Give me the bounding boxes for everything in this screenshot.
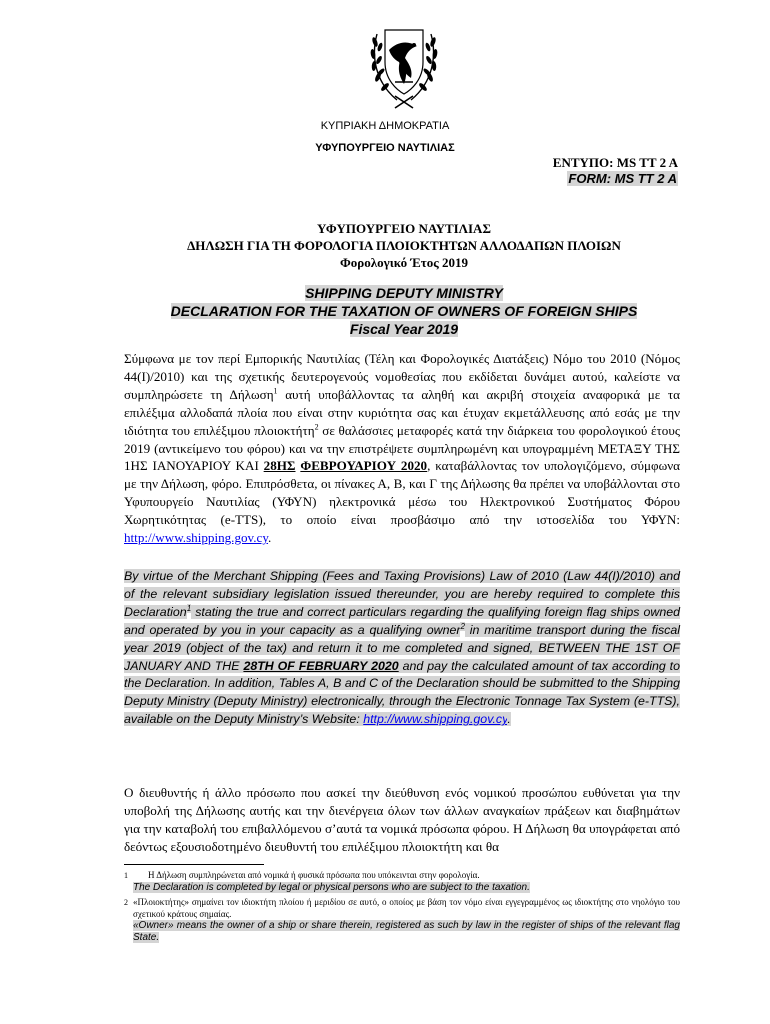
footnote-1-number: 1 (124, 871, 128, 880)
footnote-ref-2[interactable]: 2 (314, 422, 319, 432)
english-instructions-paragraph (124, 568, 680, 729)
greek-director-paragraph: Ο διευθυντής ή άλλο πρόσωπο που ασκεί την διεύθυνση ενός νομικού προσώπου ευθύνεται για την υποβολή της Δήλωσης αυτής και την διενέργεια όλων των άλλων αναγκαίων πράξεων και διαβημάτων για την καταβολή του επιβαλλόμενου σ’αυτά τα νομικά πρόσωπα φόρου. Η Δήλωση θα υπογράφεται από δεόντως εξουσιοδοτημένο διευθυντή του επιλέξιμου πλοιοκτήτη και θα (124, 785, 680, 854)
title-english-fiscal-year-text: Fiscal Year 2019 (349, 321, 459, 337)
footnote-ref-en-2[interactable]: 2 (460, 621, 465, 631)
footnote-2-greek: «Πλοιοκτήτης» σημαίνει τον ιδιοκτήτη πλοίου ή μεριδίου σε αυτό, ο οποίος με βάση τον νόμο είναι εγγεγραμμένος ως ιδιοκτήτης στο νηολόγιο του σχετικού κράτους σημαίας. (133, 897, 680, 919)
gr-text-3: σε θαλάσσιες μεταφορές κατά την διάρκεια του φορολογικού έτους 2019 (αντικείμενο του φόρου) και να την επιστρέψετε συμπληρωμένη και υπογραμμένη ΜΕΤΑΞΥ ΤΗΣ 1ΗΣ ΙΑΝΟΥΑΡΙΟΥ ΚΑΙ (124, 422, 681, 474)
en-text-4: and pay the calculated amount of tax according to the Declaration. In addition, Tables A, B and C of the Declaration should be submitted to the Shipping Deputy Ministry (Deputy Ministry) electronically, through the Electronic Tonnage Tax System (e-TTS), available on the Deputy Ministry’s Website: (124, 658, 681, 727)
deadline-greek-month: ΦΕΒΡΟΥΑΡΙΟΥ 2020 (300, 458, 428, 474)
title-english-ministry (0, 284, 770, 302)
ministry-label: ΥΦΥΠΟΥΡΓΕΙΟ ΝΑΥΤΙΛΙΑΣ (315, 142, 455, 154)
deadline-greek-day: 28ΗΣ (263, 458, 296, 474)
footnote-1 (124, 870, 680, 894)
coat-of-arms-emblem (367, 20, 441, 110)
footnote-2 (124, 897, 680, 944)
deadline-english: 28TH OF FEBRUARY 2020 (243, 658, 399, 673)
en-text-5: . (507, 712, 511, 727)
gr-text-4: , καταβάλλοντας τον υπολογιζόμενο, σύμφωνα με την Δήλωση, φόρο. Επιπρόσθετα, οι πίνακες Α, Β, και Γ της Δήλωσης θα πρέπει να υποβάλλονται στο Υφυπουργείο Ναυτιλίας (ΥΦΥΝ) ηλεκτρονικά μέσω του Ηλεκτρονικού Συστήματος Φόρου Χωρητικότητας (e-TTS), το οποίο είναι προσβάσιμο από την ιστοσελίδα του ΥΦΥΝ: (124, 458, 681, 528)
form-code-english: FORM: MS TT 2 A (568, 171, 677, 186)
republic-label: ΚΥΠΡΙΑΚΗ ΔΗΜΟΚΡΑΤΙΑ (320, 120, 450, 132)
title-english-fiscal-year (0, 320, 770, 338)
gr-text-2: αυτή υποβάλλοντας τα αληθή και ακριβή στοιχεία αναφορικά με τα επιλέξιμα αλλοδαπά πλοία που είναι στην κυριότητα σας και έτυχαν εκμετάλλευσης από εσάς με την ιδιότητα του επιλέξιμου πλοιοκτήτη (124, 386, 681, 438)
shipping-website-link-greek[interactable]: http://www.shipping.gov.cy (124, 530, 269, 546)
footnote-ref-en-1[interactable]: 1 (186, 603, 192, 613)
form-code-greek: ΕΝΤΥΠΟ: MS TT 2 A (552, 155, 678, 170)
title-greek-ministry: ΥΦΥΠΟΥΡΓΕΙΟ ΝΑΥΤΙΛΙΑΣ (317, 221, 491, 236)
title-greek-fiscal-year: Φορολογικό Έτος 2019 (340, 255, 468, 270)
greek-instructions-paragraph (124, 350, 680, 547)
en-text-2: stating the true and correct particulars regarding the qualifying foreign flag ships owned and operated by you in your capacity as a qualifying owner (124, 604, 680, 637)
footnote-1-greek: Η Δήλωση συμπληρώνεται από νομικά ή φυσικά πρόσωπα που υπόκεινται στην φορολογία. (148, 870, 480, 880)
footnote-2-number: 2 (124, 898, 128, 907)
title-english-declaration-text: DECLARATION FOR THE TAXATION OF OWNERS OF FOREIGN SHIPS (170, 303, 638, 319)
title-english-declaration (0, 302, 770, 320)
en-text-1: By virtue of the Merchant Shipping (Fees and Taxing Provisions) Law of 2010 (Law 44(I)/2010) and of the relevant subsidiary legislation issued thereunder, you are hereby required to complete this Declaration (124, 569, 680, 619)
footnote-1-english: The Declaration is completed by legal or physical persons who are subject to the taxation. (133, 881, 530, 893)
gr-text-1: Σύμφωνα με τον περί Εμπορικής Ναυτιλίας (Τέλη και Φορολογικές Διατάξεις) Νόμο του 2010 (Νόμος 44(Ι)/2010) και της σχετικής δευτερογενούς νομοθεσίας που εκδίδεται δυνάμει αυτού, καλείστε να συμπληρώσετε τη Δήλωση (124, 351, 680, 402)
footnote-2-english: «Owner» means the owner of a ship or share therein, registered as such by law in the register of ships of the relevant flag State. (133, 920, 680, 943)
footnote-ref-1[interactable]: 1 (273, 386, 278, 396)
gr-text-5: . (268, 530, 272, 546)
footnote-separator (124, 864, 264, 865)
footnote-1-english-wrap (133, 882, 680, 894)
title-english-ministry-text: SHIPPING DEPUTY MINISTRY (305, 285, 503, 301)
shipping-website-link-english[interactable]: http://www.shipping.gov.cy (363, 712, 508, 727)
footnote-2-english-wrap (133, 920, 680, 944)
title-greek-declaration: ΔΗΛΩΣΗ ΓΙΑ ΤΗ ΦΟΡΟΛΟΓΙΑ ΠΛΟΙΟΚΤΗΤΩΝ ΑΛΛΟΔΑΠΩΝ ΠΛΟΙΩΝ (187, 238, 621, 253)
en-text-3: in maritime transport during the fiscal year 2019 (object of the tax) and return it to me completed and signed, BETWEEN THE 1ST OF JANUARY AND THE (124, 622, 681, 673)
